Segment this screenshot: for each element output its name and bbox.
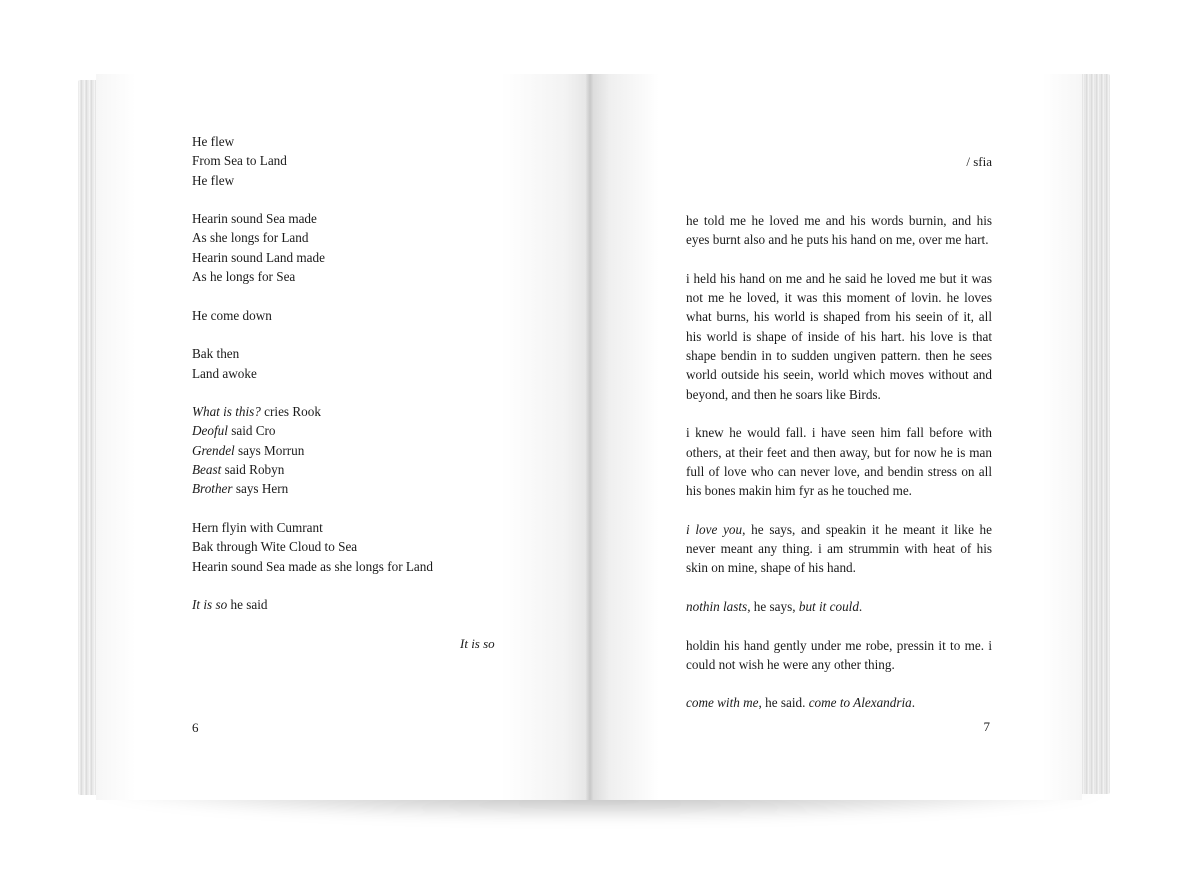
paragraph: nothin lasts, he says, but it could. <box>686 598 863 614</box>
stanza <box>192 518 512 576</box>
poem-line: Bak then <box>192 346 240 362</box>
poem-line: As she longs for Land <box>192 230 309 246</box>
poem-line: He come down <box>192 307 272 323</box>
poem-line: He flew <box>192 172 235 188</box>
poem-line: Hearin sound Sea made <box>192 211 317 227</box>
echo-line: It is so <box>460 636 495 651</box>
paragraph: come with me, he said. come to Alexandria. <box>686 695 916 711</box>
poem-line: As he longs for Sea <box>192 269 296 285</box>
running-header: / sfia <box>966 154 992 169</box>
paragraph: i held his hand on me and he said he loved me but it was not me he loved, it was this moment of lovin. he loves what burns, his world is shaped from his seein of it, all his world is shape of inside of his hart. his love is that shape bendin in to sudden ungiven pattern. then he sees world outside his seein, world which moves without and beyond, and then he soars like Birds. <box>686 270 992 402</box>
poem-line: It is so he said <box>192 597 268 613</box>
stanza <box>192 209 512 286</box>
poem-line: Beast said Robyn <box>192 462 285 478</box>
paragraph: i knew he would fall. i have seen him fall before with others, at their feet and then away, but for now he is man full of love who can never love, and bendin stress on all his bones makin him fyr as he touched me. <box>686 425 992 499</box>
page-number-right: 7 <box>983 719 990 734</box>
stanza <box>192 595 512 614</box>
left-page <box>96 74 590 800</box>
right-page <box>590 74 1082 800</box>
poem-line: Hearin sound Sea made as she longs for Land <box>192 558 433 574</box>
poem-line: Land awoke <box>192 365 257 381</box>
prose <box>686 211 992 732</box>
stanza <box>192 132 512 190</box>
poem <box>192 132 512 634</box>
stanza <box>192 344 512 383</box>
poem-line: Hern flyin with Cumrant <box>192 519 323 535</box>
stanza <box>192 402 512 498</box>
poem-line: Grendel says Morrun <box>192 442 305 458</box>
poem-line: What is this? cries Rook <box>192 404 321 420</box>
paragraph: i love you, he says, and speakin it he meant it like he never meant any thing. i am strummin with heat of his skin on mine, shape of his hand. <box>686 521 993 576</box>
stanza <box>192 306 512 325</box>
page-number-left: 6 <box>192 720 199 735</box>
poem-line: Bak through Wite Cloud to Sea <box>192 539 358 555</box>
page-edges-right <box>1080 74 1110 794</box>
paragraph: he told me he loved me and his words burnin, and his eyes burnt also and he puts his hand on me, over me hart. <box>686 213 992 248</box>
poem-line: Deoful said Cro <box>192 423 276 439</box>
book-gutter <box>586 74 594 800</box>
paragraph: holdin his hand gently under me robe, pressin it to me. i could not wish he were any other thing. <box>686 637 992 672</box>
poem-line: He flew <box>192 134 235 149</box>
poem-line: Brother says Hern <box>192 481 289 497</box>
poem-line: Hearin sound Land made <box>192 249 325 265</box>
poem-line: From Sea to Land <box>192 153 287 169</box>
